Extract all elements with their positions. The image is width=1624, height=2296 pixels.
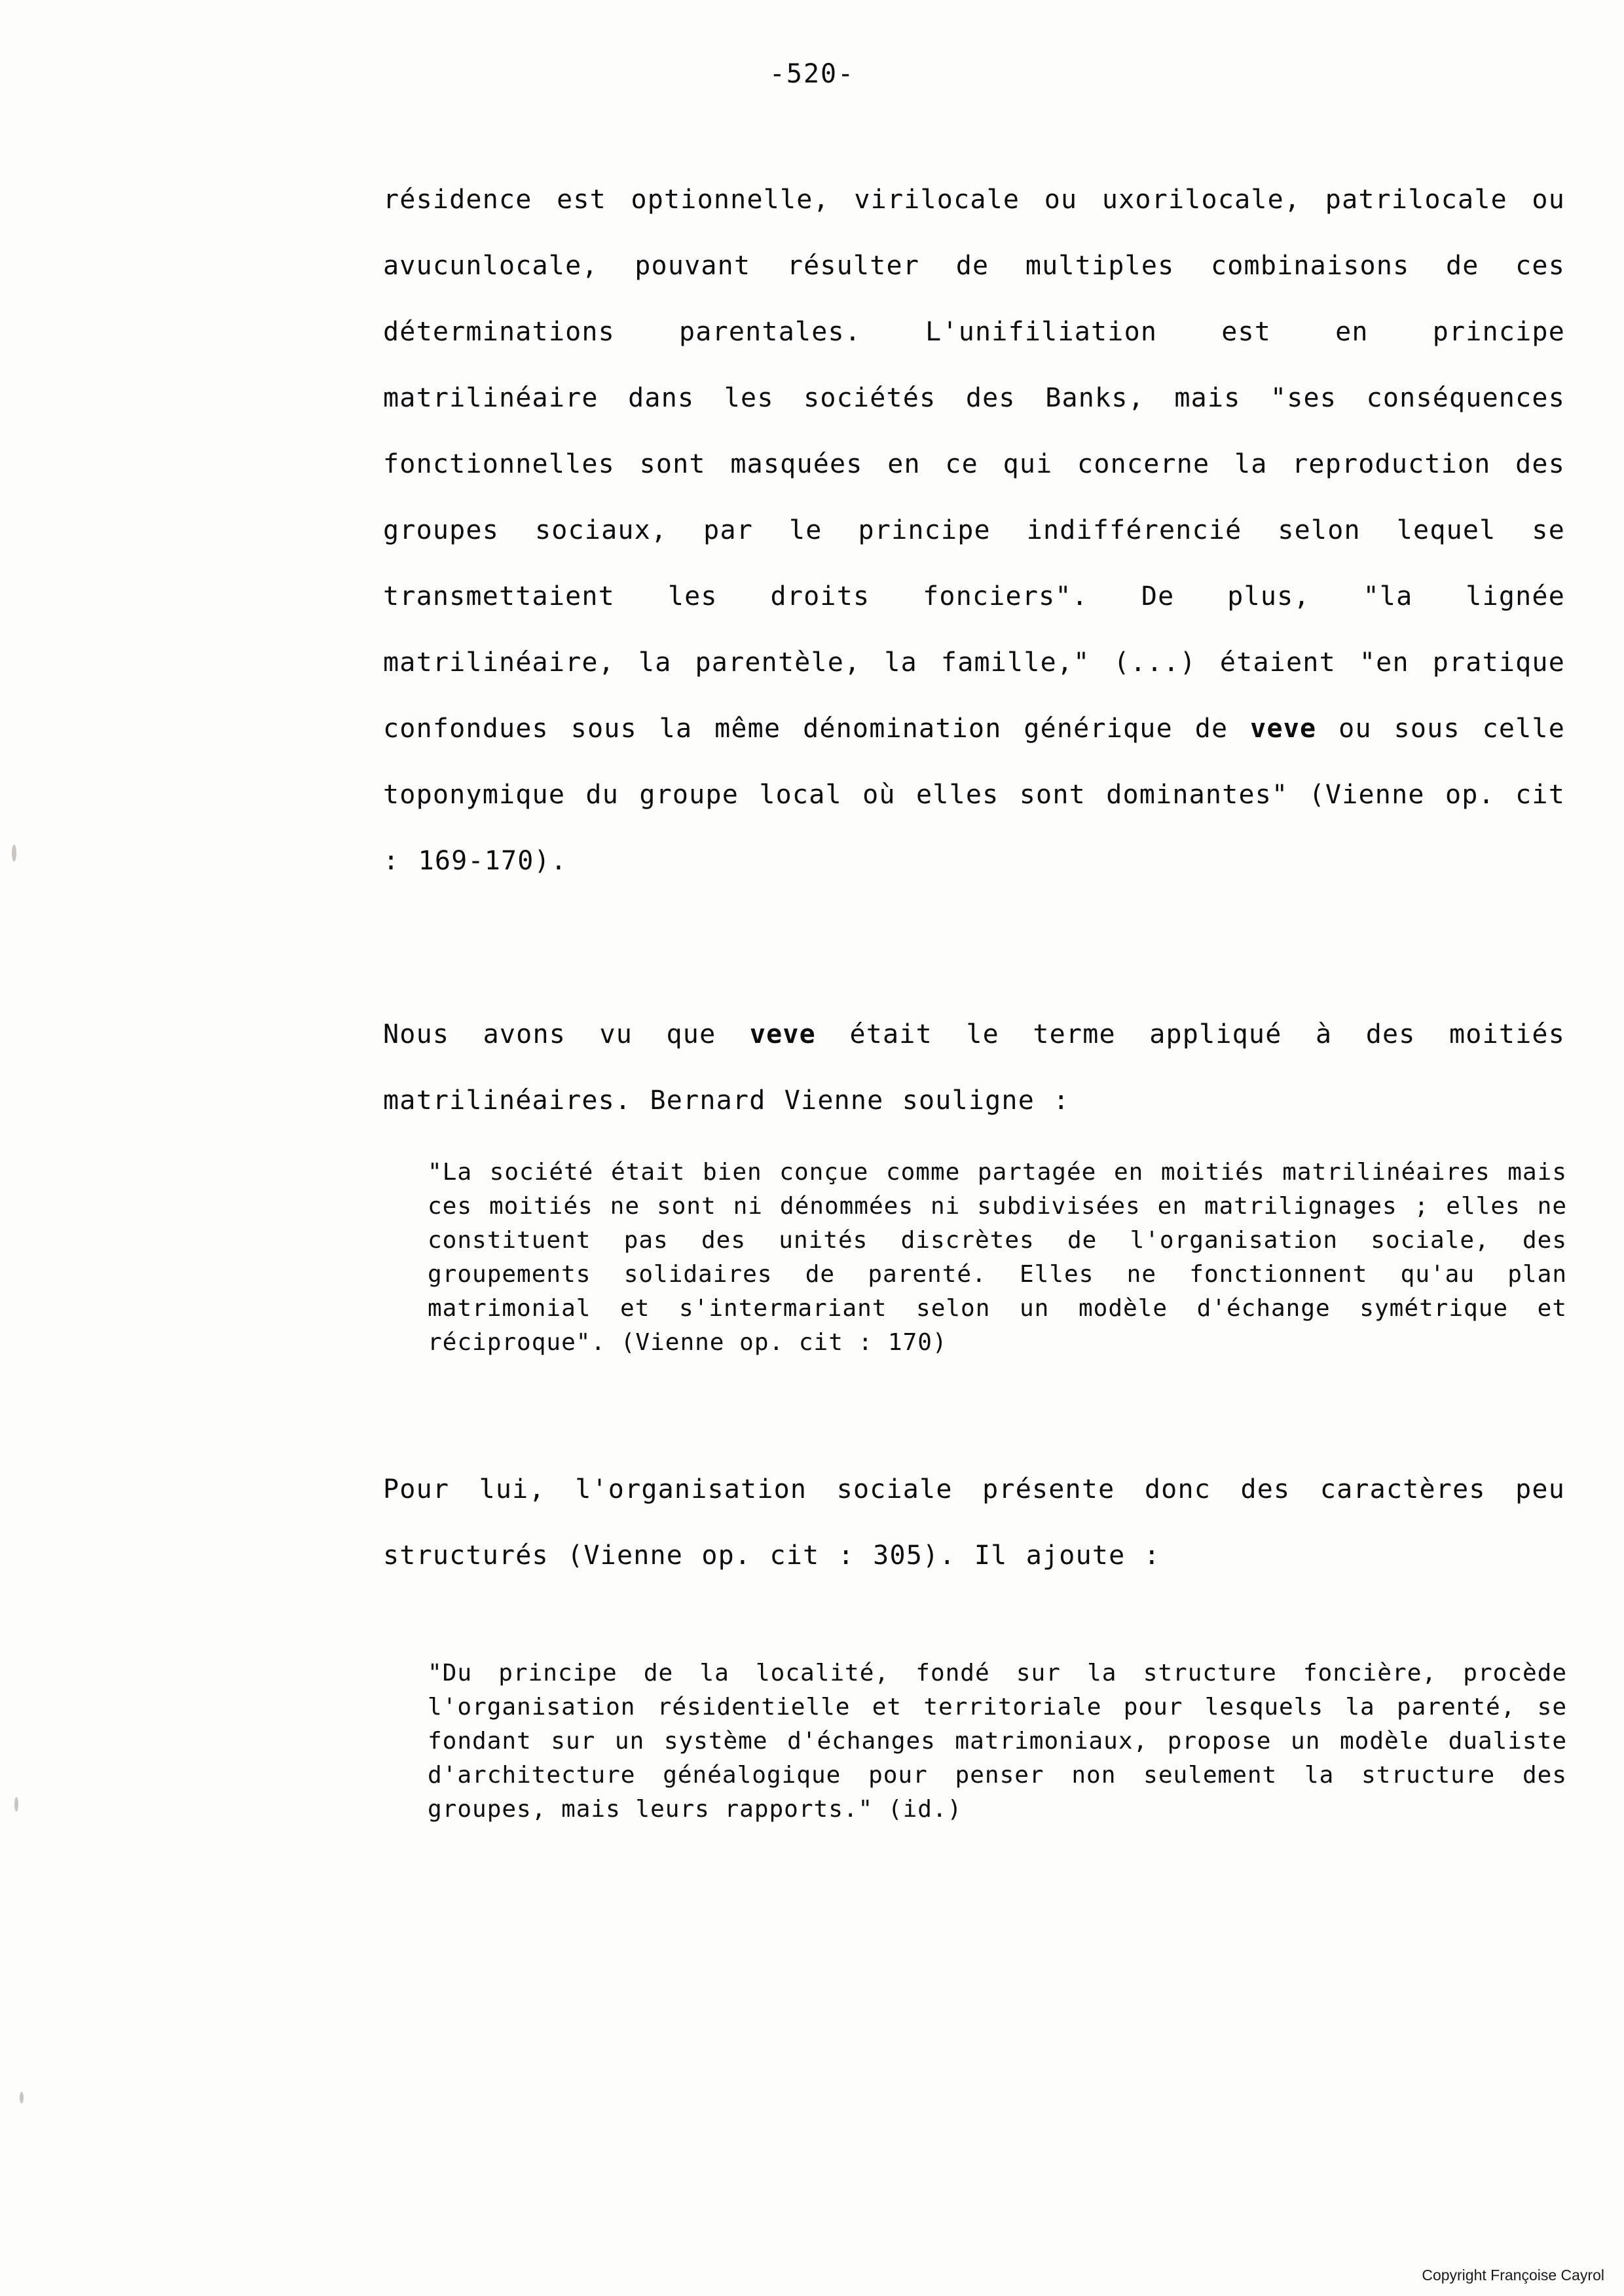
paragraph-2-text-b: était le terme appliqué à des moitiés matrilinéaires. Bernard Vienne souligne : bbox=[383, 1019, 1565, 1116]
scan-speck bbox=[12, 845, 16, 862]
paragraph-block-3 bbox=[383, 1457, 1565, 1589]
paragraph-1-text: résidence est optionnelle, virilocale ou uxorilocale, patrilocale ou avucunlocale, pouvant résulter de multiples combinaisons de ces déterminations parentales. L'unifiliation est en principe matrilinéaire dans les sociétés des Banks, mais "ses conséquences fonctionnelles sont masquées en ce qui concerne la reproduction des groupes sociaux, par le principe indifférencié selon lequel se transmettaient les droits fonciers". De plus, "la lignée matrilinéaire, la parentèle, la famille," (...) étaient "en pratique confondues sous la même dénomination générique de bbox=[383, 185, 1565, 744]
quote-block-2 bbox=[383, 1656, 1565, 1827]
paragraph-2 bbox=[383, 1002, 1565, 1134]
paragraph-1 bbox=[383, 167, 1565, 894]
paragraph-3 bbox=[383, 1457, 1565, 1589]
paragraph-2-emphasis: veve bbox=[749, 1019, 816, 1049]
scan-speck bbox=[14, 1797, 18, 1812]
paragraph-block-1 bbox=[383, 167, 1565, 894]
quote-1 bbox=[428, 1156, 1567, 1360]
paragraph-3-text: Pour lui, l'organisation sociale présente donc des caractères peu structurés (Vienne op. cit : 305). Il ajoute : bbox=[383, 1474, 1565, 1571]
paragraph-block-2 bbox=[383, 1002, 1565, 1134]
quote-2 bbox=[428, 1656, 1567, 1827]
page-number: -520- bbox=[769, 59, 855, 89]
quote-block-1 bbox=[383, 1156, 1565, 1360]
quote-2-text: "Du principe de la localité, fondé sur la structure foncière, procède l'organisation résidentielle et territoriale pour lesquels la parenté, se fondant sur un système d'échanges matrimoniaux, propose un modèle dualiste d'architecture généalogique pour penser non seulement la structure des groupes, mais leurs rapports." (id.) bbox=[428, 1660, 1567, 1823]
paragraph-2-text-a: Nous avons vu que bbox=[383, 1019, 750, 1049]
quote-1-text: "La société était bien conçue comme partagée en moitiés matrilinéaires mais ces moitiés ne sont ni dénommées ni subdivisées en matrilignages ; elles ne constituent pas des unités discrètes de l'organisation sociale, des groupements solidaires de parenté. Elles ne fonctionnent qu'au plan matrimonial et s'intermariant selon un modèle d'échange symétrique et réciproque". (Vienne op. cit : 170) bbox=[428, 1159, 1567, 1356]
scan-speck bbox=[20, 2092, 24, 2104]
copyright-notice: Copyright Françoise Cayrol bbox=[1422, 2267, 1604, 2284]
paragraph-1-emphasis: veve bbox=[1250, 714, 1317, 744]
paragraph-1-text-cont: ou sous celle toponymique du groupe local où elles sont dominantes" (Vienne op. cit : 169-170). bbox=[383, 714, 1565, 876]
